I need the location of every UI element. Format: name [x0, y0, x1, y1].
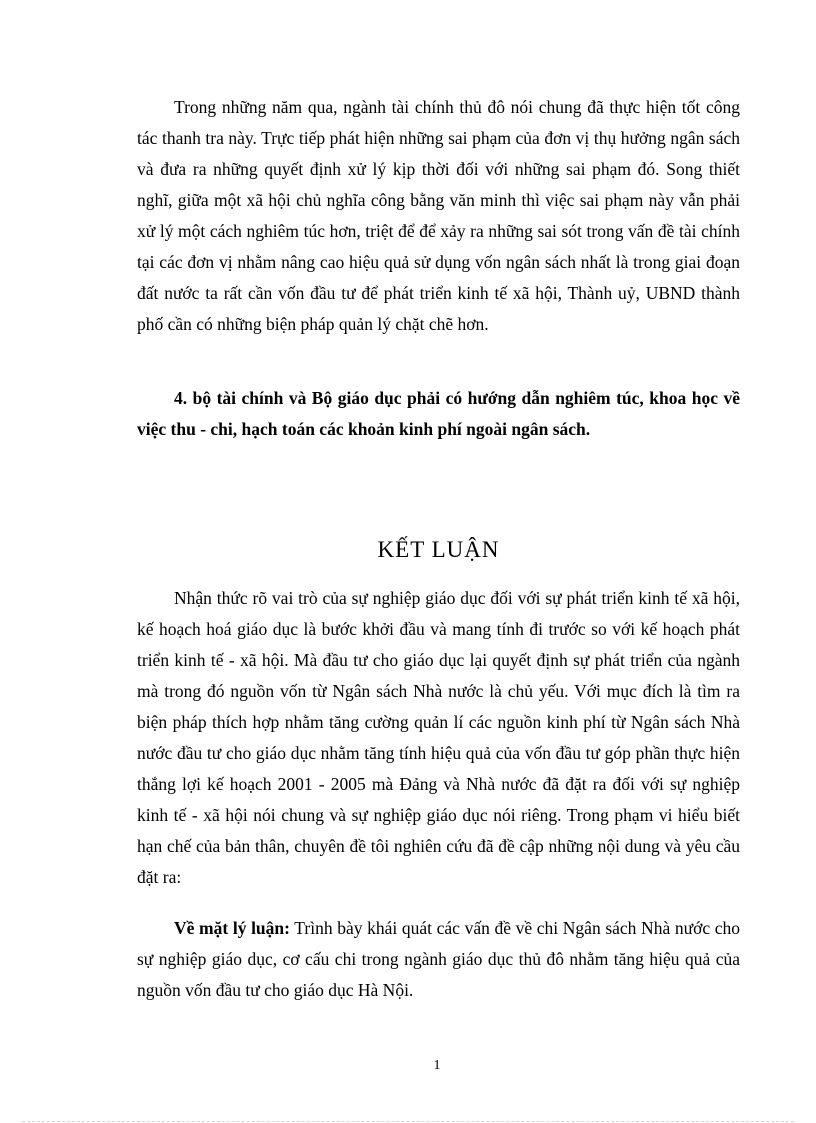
theory-lead-label: Về mặt lý luận:: [174, 918, 290, 938]
paragraph-theory: [137, 913, 740, 1006]
paragraph-conclusion-intro: Nhận thức rõ vai trò của sự nghiệp giáo dục đối với sự phát triển kinh tế xã hội, kế hoạch hoá giáo dục là bước khởi đầu và mang tính đi trước so với kế hoạch phát triển kinh tế - xã hội. Mà đầu tư cho giáo dục lại quyết định sự phát triển của ngành mà trong đó nguồn vốn từ Ngân sách Nhà nước là chủ yếu. Với mục đích là tìm ra biện pháp thích hợp nhằm tăng cường quản lí các nguồn kinh phí từ Ngân sách Nhà nước đầu tư cho giáo dục nhằm tăng tính hiệu quả của vốn đầu tư góp phần thực hiện thắng lợi kế hoạch 2001 - 2005 mà Đảng và Nhà nước đã đặt ra đối với sự nghiệp kinh tế - xã hội nói chung và sự nghiệp giáo dục nói riêng. Trong phạm vi hiểu biết hạn chế của bản thân, chuyên đề tôi nghiên cứu đã đề cập những nội dung và yêu cầu đặt ra:: [137, 588, 740, 887]
conclusion-heading: KẾT LUẬN: [377, 537, 500, 562]
paragraph-recommendation-4: 4. bộ tài chính và Bộ giáo dục phải có hướng dẫn nghiêm túc, khoa học về việc thu - chi, hạch toán các khoản kinh phí ngoài ngân sách.: [137, 388, 740, 439]
theory-body-text: Trình bày khái quát các vấn đề về chi Ngân sách Nhà nước cho sự nghiệp giáo dục, cơ cấu chi trong ngành giáo dục thủ đô nhằm tăng hiệu quả của nguồn vốn đầu tư cho giáo dục Hà Nội.: [137, 918, 740, 1000]
page-number: 1: [433, 1058, 441, 1073]
paragraph-finance-inspection: Trong những năm qua, ngành tài chính thủ đô nói chung đã thực hiện tốt công tác thanh tra này. Trực tiếp phát hiện những sai phạm của đơn vị thụ hưởng ngân sách và đưa ra những quyết định xử lý kịp thời đối với những sai phạm đó. Song thiết nghĩ, giữa một xã hội chủ nghĩa công bằng văn minh thì việc sai phạm này vẫn phải xử lý một cách nghiêm túc hơn, triệt để để xảy ra những sai sót trong vấn đề tài chính tại các đơn vị nhằm nâng cao hiệu quả sử dụng vốn ngân sách nhất là trong giai đoạn đất nước ta rất cần vốn đầu tư để phát triển kinh tế xã hội, Thành uỷ, UBND thành phố cần có những biện pháp quản lý chặt chẽ hơn.: [137, 97, 740, 334]
page-bottom-border: [22, 1121, 794, 1122]
